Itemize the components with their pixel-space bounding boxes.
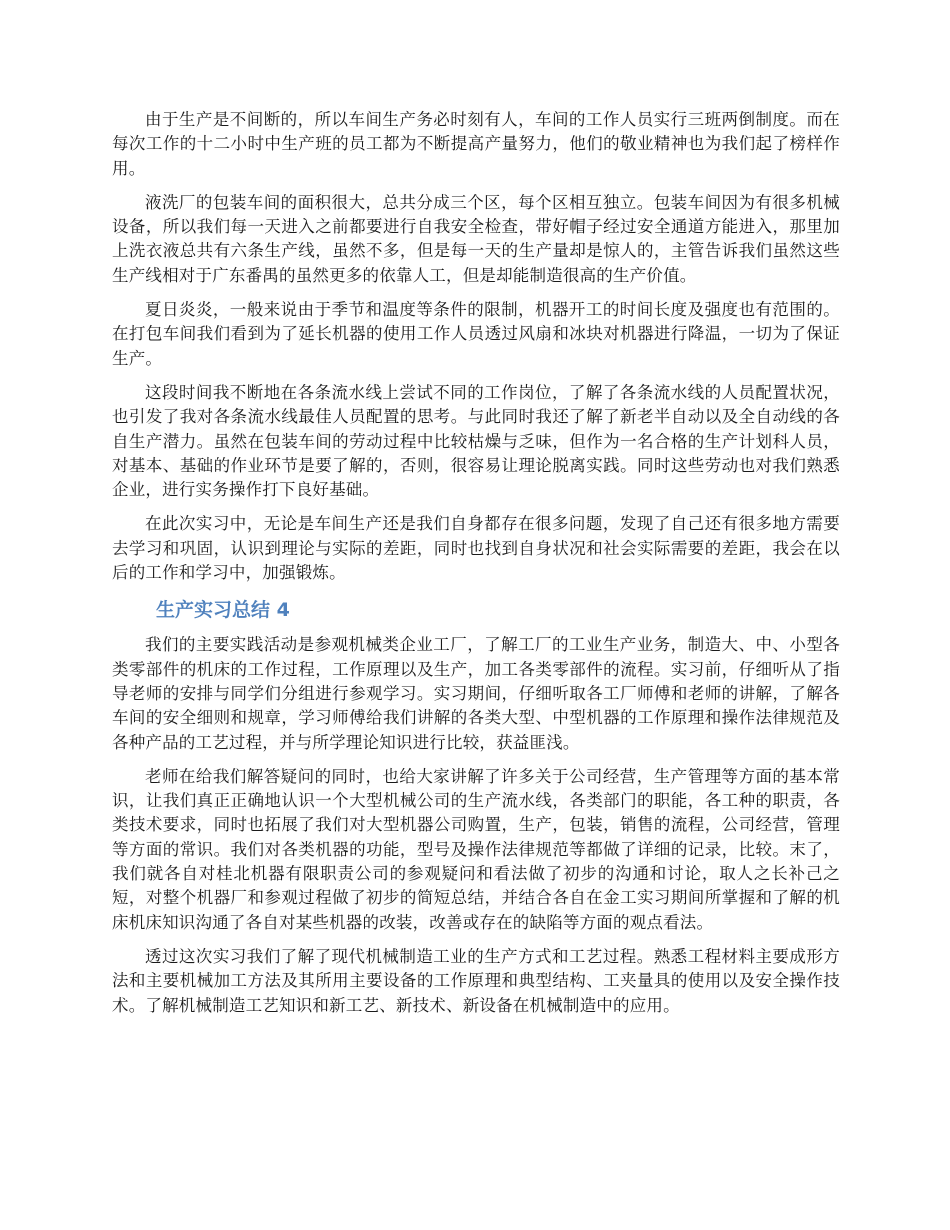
paragraph-conclusion: 透过这次实习我们了解了现代机械制造工业的生产方式和工艺过程。熟悉工程材料主要成形方法和主要机械加工方法及其所用主要设备的工作原理和典型结构、工夹量具的使用以及安全操作技术。了解机械制造工艺知识和新工艺、新技术、新设备在机械制造中的应用。	[112, 946, 840, 1015]
paragraph-internship-reflection: 在此次实习中，无论是车间生产还是我们自身都存在很多问题，发现了自己还有很多地方需要去学习和巩固，认识到理论与实际的差距，同时也找到自身状况和社会实际需要的差距，我会在以后的工作和学习中，加强锻炼。	[112, 514, 840, 583]
paragraph-packaging-workshop: 液洗厂的包装车间的面积很大，总共分成三个区，每个区相互独立。包装车间因为有很多机械设备，所以我们每一天进入之前都要进行自我安全检查，带好帽子经过安全通道方能进入，那里加上洗衣液总共有六条生产线，虽然不多，但是每一天的生产量却是惊人的，主管告诉我们虽然这些生产线相对于广东番禺的虽然更多的依靠人工，但是却能制造很高的生产价值。	[112, 192, 840, 285]
document-page	[112, 108, 840, 1028]
section-heading: 生产实习总结 4	[156, 599, 290, 622]
paragraph-assembly-lines: 这段时间我不断地在各条流水线上尝试不同的工作岗位，了解了各条流水线的人员配置状况，也引发了我对各条流水线最佳人员配置的思考。与此同时我还了解了新老半自动以及全自动线的各自生产潜力。虽然在包装车间的劳动过程中比较枯燥与乏味，但作为一名合格的生产计划科人员，对基本、基础的作业环节是要了解的，否则，很容易让理论脱离实践。同时这些劳动也对我们熟悉企业，进行实务操作打下良好基础。	[112, 382, 840, 500]
paragraph-teacher-explanation: 老师在给我们解答疑问的同时，也给大家讲解了许多关于公司经营，生产管理等方面的基本常识，让我们真正正确地认识一个大型机械公司的生产流水线，各类部门的职能，各工种的职责，各类技术要求，同时也拓展了我们对大型机器公司购置，生产，包装，销售的流程，公司经营，管理等方面的常识。我们对各类机器的功能，型号及操作法律规范等都做了详细的记录，比较。末了，我们就各自对桂北机器有限职责公司的参观疑问和看法做了初步的沟通和讨论，取人之长补己之短，对整个机器厂和参观过程做了初步的简短总结，并结合各自在金工实习期间所掌握和了解的机床机床知识沟通了各自对某些机器的改装，改善或存在的缺陷等方面的观点看法。	[112, 766, 840, 932]
paragraph-practice-activities: 我们的主要实践活动是参观机械类企业工厂，了解工厂的工业生产业务，制造大、中、小型各类零部件的机床的工作过程，工作原理以及生产，加工各类零部件的流程。实习前，仔细听从了指导老师的安排与同学们分组进行参观学习。实习期间，仔细听取各工厂师傅和老师的讲解，了解各车间的安全细则和规章，学习师傅给我们讲解的各类大型、中型机器的工作原理和操作法律规范及各种产品的工艺过程，并与所学理论知识进行比较，获益匪浅。	[112, 635, 840, 752]
paragraph-shift-system: 由于生产是不间断的，所以车间生产务必时刻有人，车间的工作人员实行三班两倒制度。而在每次工作的十二小时中生产班的员工都为不断提高产量努力，他们的敬业精神也为我们起了榜样作用。	[112, 110, 840, 178]
paragraph-summer-cooling: 夏日炎炎，一般来说由于季节和温度等条件的限制，机器开工的时间长度及强度也有范围的。在打包车间我们看到为了延长机器的使用工作人员透过风扇和冰块对机器进行降温，一切为了保证生产。	[112, 300, 840, 368]
